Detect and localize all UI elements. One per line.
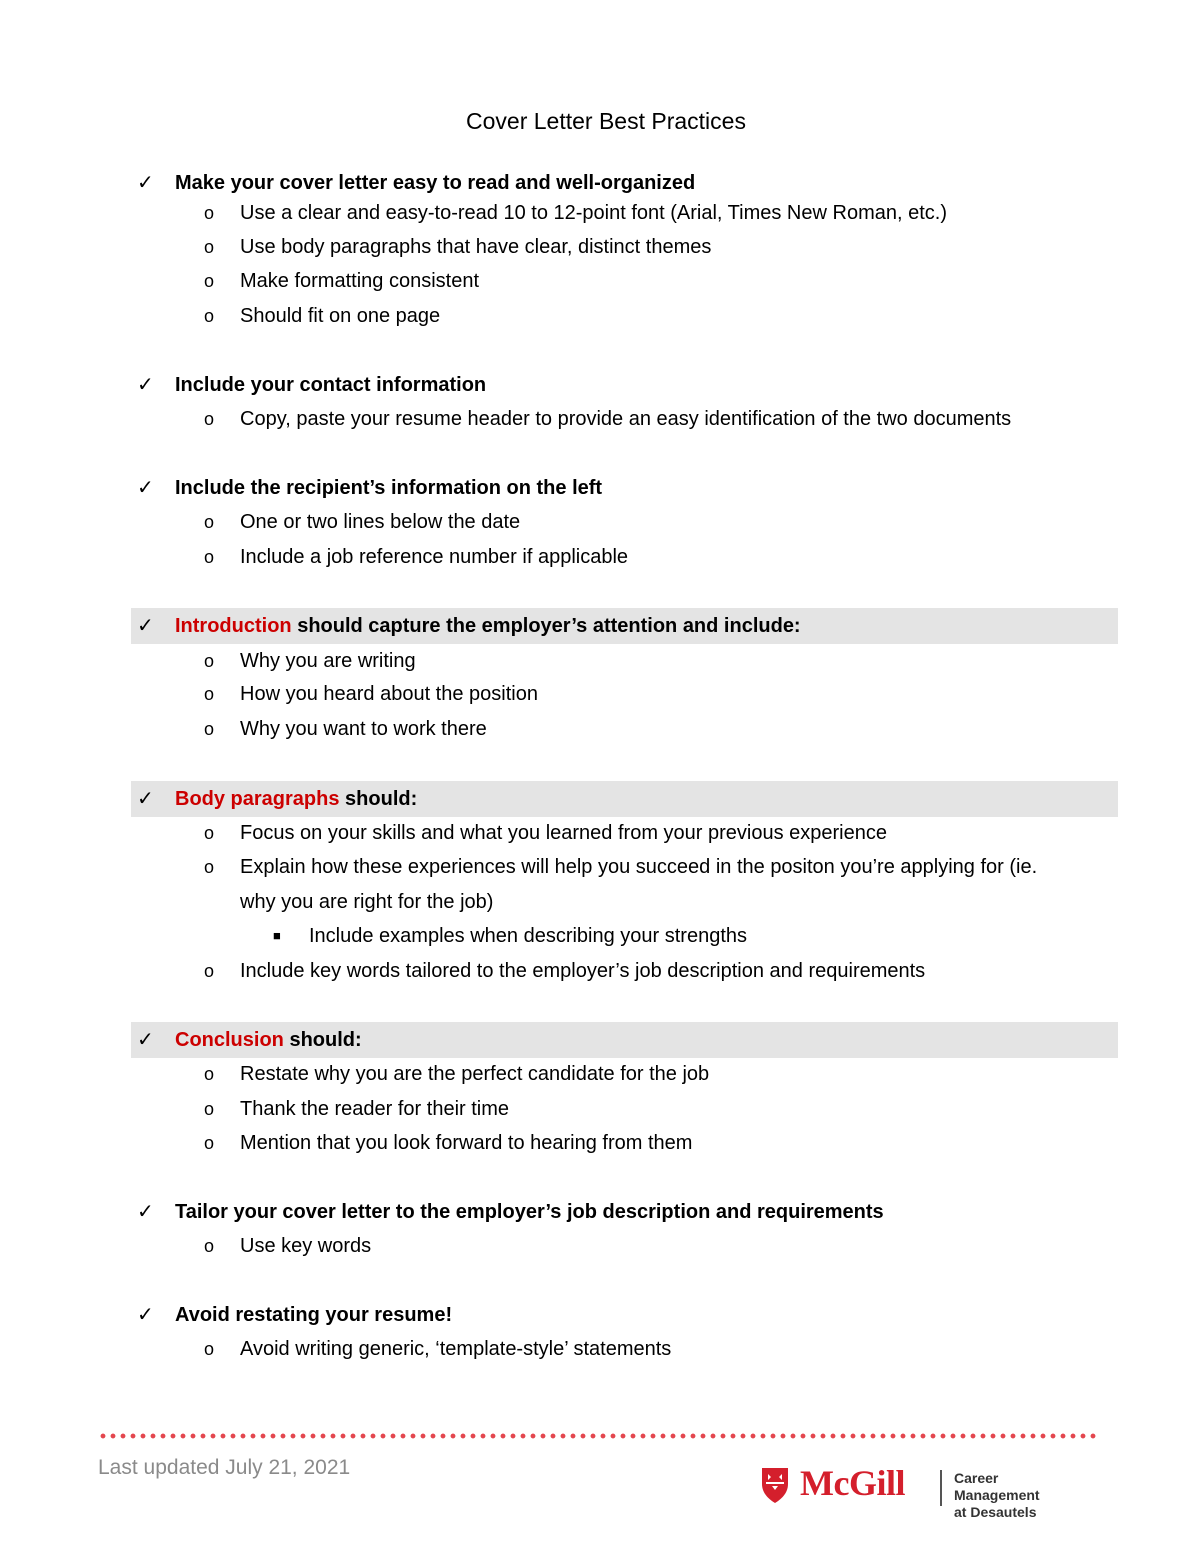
circle-bullet: o [204,651,215,671]
circle-bullet: o [204,1099,215,1119]
list-item: o Use body paragraphs that have clear, distinct themes [204,229,711,265]
circle-bullet: o [204,409,215,429]
list-item: o One or two lines below the date [204,504,520,540]
check-icon: ✓ [137,1029,154,1051]
circle-bullet: o [204,1064,215,1084]
circle-bullet: o [204,547,215,567]
check-icon: ✓ [137,1304,154,1326]
section-heading: ✓ Include your contact information [131,367,486,403]
square-bullet: ■ [273,928,281,943]
circle-bullet: o [204,237,215,257]
list-item: o Use key words [204,1228,371,1264]
section-heading-conclusion: ✓ Conclusion should: [131,1022,1118,1058]
check-icon: ✓ [137,172,154,194]
list-item: o Mention that you look forward to hearing from them [204,1125,692,1161]
last-updated: Last updated July 21, 2021 [98,1456,351,1479]
sub-list-item: ■ Include examples when describing your strengths [273,918,747,954]
check-icon: ✓ [137,615,154,637]
list-item: o Why you are writing [204,643,416,679]
section-heading: ✓ Make your cover letter easy to read and well-organized [131,165,695,201]
crest-icon [760,1466,790,1504]
logo-divider [940,1470,942,1506]
circle-bullet: o [204,306,215,326]
circle-bullet: o [204,1133,215,1153]
list-item: o Use a clear and easy-to-read 10 to 12-point font (Arial, Times New Roman, etc.) [204,195,947,231]
list-item: o Focus on your skills and what you learned from your previous experience [204,815,887,851]
section-heading-body: ✓ Body paragraphs should: [131,781,1118,817]
page-title: Cover Letter Best Practices [466,108,746,134]
circle-bullet: o [204,1236,215,1256]
circle-bullet: o [204,857,215,877]
list-item: o Avoid writing generic, ‘template-style’ statements [204,1331,671,1367]
section-heading: ✓ Include the recipient’s information on the left [131,470,602,506]
list-item: o Thank the reader for their time [204,1091,509,1127]
section-heading-introduction: ✓ Introduction should capture the employer’s attention and include: [131,608,1118,644]
list-item: o Explain how these experiences will help you succeed in the positon you’re applying for (ie. [204,849,1037,885]
mcgill-wordmark: McGill [800,1463,905,1503]
list-item: o Why you want to work there [204,711,487,747]
list-item: o Include a job reference number if applicable [204,539,628,575]
check-icon: ✓ [137,788,154,810]
circle-bullet: o [204,271,215,291]
check-icon: ✓ [137,477,154,499]
circle-bullet: o [204,719,215,739]
check-icon: ✓ [137,1201,154,1223]
section-heading: ✓ Tailor your cover letter to the employer’s job description and requirements [131,1194,884,1230]
list-item-continuation: why you are right for the job) [240,891,494,913]
circle-bullet: o [204,823,215,843]
section-heading: ✓ Avoid restating your resume! [131,1297,452,1333]
list-item: o Make formatting consistent [204,263,479,299]
circle-bullet: o [204,203,215,223]
circle-bullet: o [204,512,215,532]
list-item: o How you heard about the position [204,676,538,712]
list-item: o Should fit on one page [204,298,440,334]
list-item: o Include key words tailored to the employer’s job description and requirements [204,953,925,989]
list-item: o Copy, paste your resume header to provide an easy identification of the two documents [204,401,1011,437]
unit-name: Career Management at Desautels [954,1470,1040,1520]
check-icon: ✓ [137,374,154,396]
dotted-divider [98,1430,1100,1442]
circle-bullet: o [204,1339,215,1359]
list-item: o Restate why you are the perfect candidate for the job [204,1056,709,1092]
circle-bullet: o [204,961,215,981]
circle-bullet: o [204,684,215,704]
